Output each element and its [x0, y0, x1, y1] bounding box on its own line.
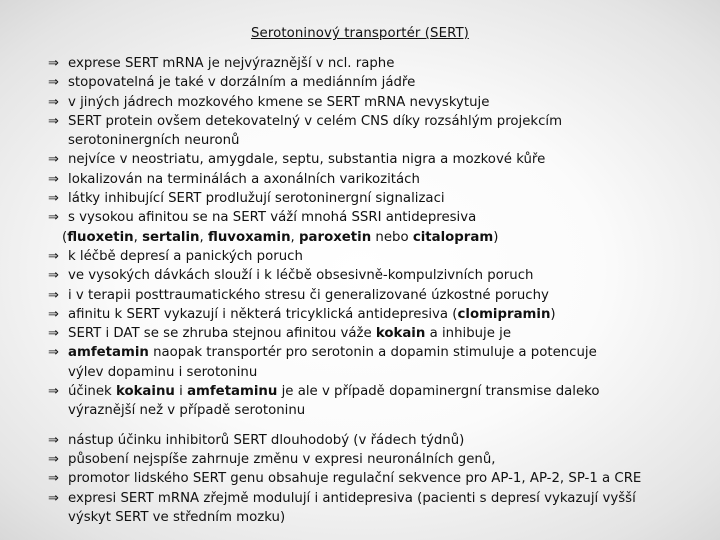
bullet-item — [48, 54, 708, 73]
arrow-icon: ⇒ — [48, 248, 59, 264]
paren-open: ( — [62, 229, 68, 245]
drug-list-line — [48, 228, 708, 247]
bullet-item — [48, 170, 708, 189]
drug-kokain: kokain — [375, 326, 426, 342]
drug-clomipramin: clomipramin — [457, 306, 551, 322]
arrow-icon: ⇒ — [48, 75, 59, 91]
arrow-icon: ⇒ — [48, 471, 59, 487]
arrow-icon: ⇒ — [48, 113, 59, 129]
bullet-text: SERT i DAT se se zhruba stejnou afinitou váže — [68, 326, 376, 342]
arrow-icon: ⇒ — [48, 326, 59, 342]
arrow-icon: ⇒ — [48, 384, 59, 400]
arrow-icon: ⇒ — [48, 191, 59, 207]
bullet-text-continued: výraznější než v případě serotoninu — [68, 403, 306, 419]
bullet-text: i — [174, 384, 188, 400]
arrow-icon: ⇒ — [48, 287, 59, 303]
bullet-text: promotor lidského SERT genu obsahuje regulační sekvence pro AP-1, AP-2, SP-1 a CRE — [68, 471, 642, 487]
arrow-icon: ⇒ — [48, 306, 59, 322]
bullet-text-continued: serotoninergních neuronů — [68, 133, 240, 149]
bullet-text: látky inhibující SERT prodlužují serotoninergní signalizaci — [68, 191, 445, 207]
bullet-text: nejvíce v neostriatu, amygdale, septu, substantia nigra a mozkové kůře — [68, 152, 546, 168]
arrow-icon: ⇒ — [48, 490, 59, 506]
bullet-text: lokalizován na terminálách a axonálních varikozitách — [68, 171, 420, 187]
bullet-item — [48, 247, 708, 266]
bullet-text: naopak transportér pro serotonin a dopamin stimuluje a potencuje — [148, 345, 597, 361]
bullet-text: i v terapii posttraumatického stresu či generalizované úzkostné poruchy — [68, 287, 549, 303]
bullet-item — [48, 343, 708, 382]
bullet-item — [48, 286, 708, 305]
bullet-text: působení nejspíše zahrnuje změnu v expresi neuronálních genů, — [68, 451, 496, 467]
bullet-text: a inhibuje je — [425, 326, 512, 342]
arrow-icon: ⇒ — [48, 152, 59, 168]
bullet-item — [48, 112, 708, 151]
drug-sertalin: sertalin — [142, 229, 200, 245]
bullet-item — [48, 208, 708, 227]
arrow-icon: ⇒ — [48, 94, 59, 110]
bullet-text: afinitu k SERT vykazují i některá tricyklická antidepresiva ( — [68, 306, 458, 322]
drug-citalopram: citalopram — [412, 229, 494, 245]
conjunction: nebo — [371, 229, 413, 245]
arrow-icon: ⇒ — [48, 171, 59, 187]
bullet-text: ve vysokých dávkách slouží i k léčbě obsesivně-kompulzivních poruch — [68, 268, 534, 284]
bullet-item — [48, 324, 708, 343]
separator: , — [290, 229, 300, 245]
arrow-icon: ⇒ — [48, 56, 59, 71]
bullet-text: stopovatelná je také v dorzálním a mediánním jádře — [68, 75, 416, 91]
bullet-list — [48, 54, 708, 527]
separator: , — [199, 229, 208, 245]
arrow-icon: ⇒ — [48, 432, 59, 448]
bullet-item — [48, 469, 708, 488]
separator: , — [133, 229, 143, 245]
bullet-item — [48, 431, 708, 450]
drug-paroxetin: paroxetin — [299, 229, 372, 245]
bullet-item — [48, 73, 708, 92]
drug-fluoxetin: fluoxetin — [67, 229, 134, 245]
paren-close: ) — [493, 229, 499, 245]
arrow-icon: ⇒ — [48, 451, 59, 467]
bullet-text: expresi SERT mRNA zřejmě modulují i antidepresiva (pacienti s depresí vykazují vyšší — [68, 490, 636, 506]
bullet-text: SERT protein ovšem detekovatelný v celém CNS díky rozsáhlým projekcím — [68, 113, 563, 129]
arrow-icon: ⇒ — [48, 268, 59, 284]
bullet-text-continued: výskyt SERT ve středním mozku) — [68, 509, 286, 525]
slide-title: Serotoninový transportér (SERT) — [251, 26, 469, 41]
bullet-item — [48, 93, 708, 112]
bullet-text: s vysokou afinitou se na SERT váží mnohá SSRI antidepresiva — [68, 210, 477, 226]
bullet-text: v jiných jádrech mozkového kmene se SERT mRNA nevyskytuje — [68, 94, 490, 110]
bullet-item — [48, 489, 708, 528]
bullet-item — [48, 305, 708, 324]
drug-amfetaminu: amfetaminu — [187, 384, 278, 400]
bullet-text: k léčbě depresí a panických poruch — [68, 248, 303, 264]
bullet-item — [48, 189, 708, 208]
bullet-item — [48, 450, 708, 469]
drug-kokainu: kokainu — [115, 384, 175, 400]
bullet-text: účinek — [68, 384, 116, 400]
bullet-text: je ale v případě dopaminergní transmise daleko — [277, 384, 600, 400]
drug-fluvoxamin: fluvoxamin — [207, 229, 291, 245]
bullet-item — [48, 150, 708, 169]
drug-amfetamin: amfetamin — [68, 345, 149, 361]
bullet-text: ) — [550, 306, 556, 322]
bullet-text: exprese SERT mRNA je nejvýraznější v ncl. raphe — [68, 56, 395, 71]
arrow-icon: ⇒ — [48, 210, 59, 226]
bullet-text-continued: výlev dopaminu i serotoninu — [68, 364, 258, 380]
bullet-text: nástup účinku inhibitorů SERT dlouhodobý (v řádech týdnů) — [68, 432, 465, 448]
bullet-item — [48, 266, 708, 285]
bullet-item — [48, 382, 708, 421]
arrow-icon: ⇒ — [48, 345, 59, 361]
